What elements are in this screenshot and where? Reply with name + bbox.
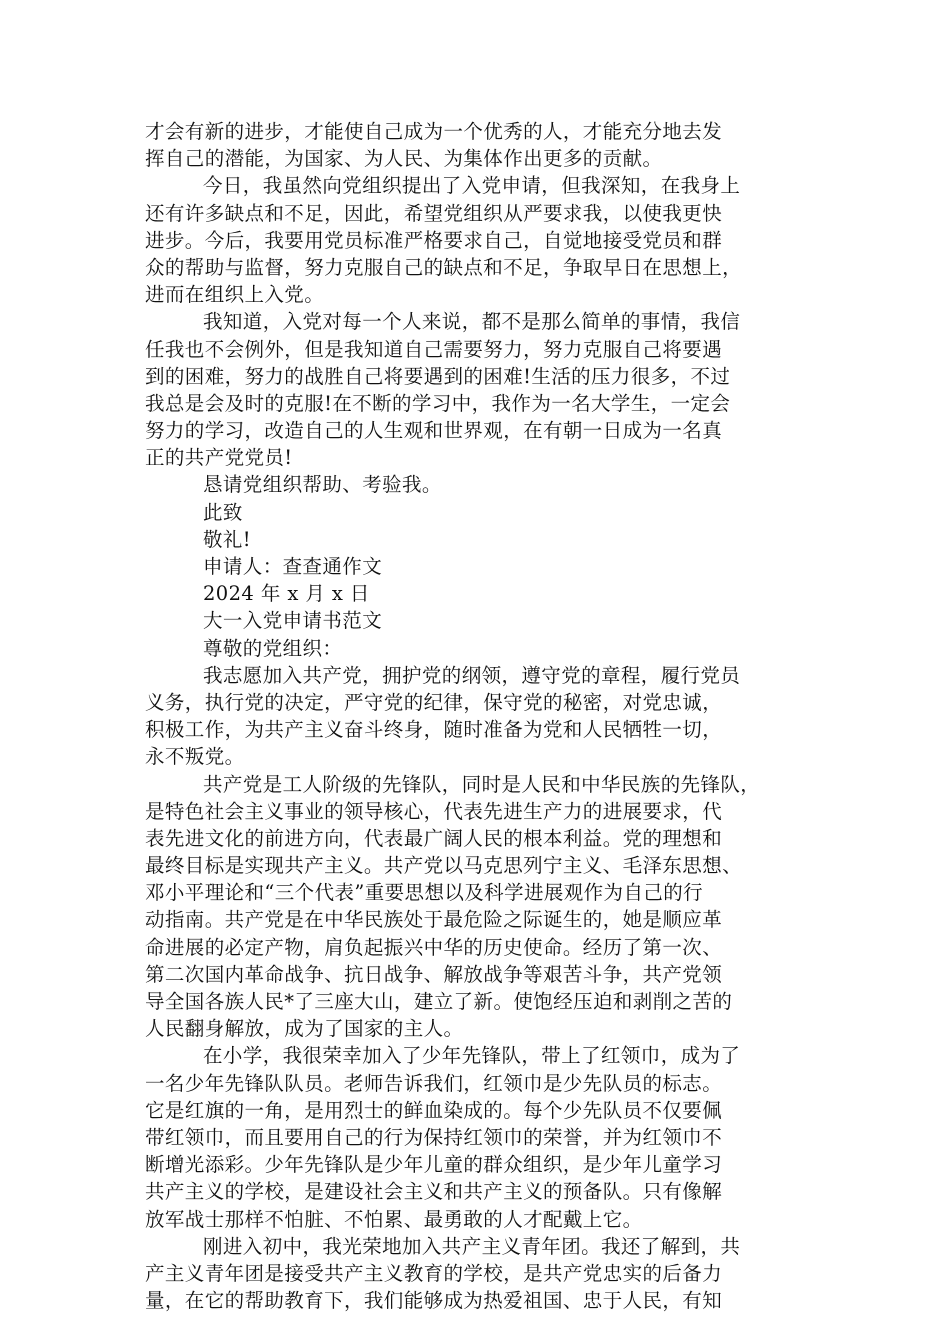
text-line: 众的帮助与监督，努力克服自己的缺点和不足，争取早日在思想上， [145,255,743,279]
text-line: 永不叛党。 [145,745,245,769]
text-line: 到的困难，努力的战胜自己将要遇到的困难!生活的压力很多，不过 [145,364,731,388]
text-line: 断增光添彩。少年先锋队是少年儿童的群众组织，是少年儿童学习 [145,1153,723,1177]
document-body [145,118,825,1314]
text-line: 邓小平理论和“三个代表”重要思想以及科学进展观作为自己的行 [145,881,704,905]
text-line: 量，在它的帮助教育下，我们能够成为热爱祖国、忠于人民，有知 [145,1289,723,1313]
text-line: 它是红旗的一角，是用烈士的鲜血染成的。每个少先队员不仅要佩 [145,1098,723,1122]
text-line: 此致 [203,500,243,524]
text-line: 进而在组织上入党。 [145,283,325,307]
text-line: 敬礼! [203,527,252,551]
text-line: 还有许多缺点和不足，因此，希望党组织从严要求我，以使我更快 [145,201,723,225]
text-line: 一名少年先锋队队员。老师告诉我们，红领巾是少先队员的标志。 [145,1071,723,1095]
text-line: 我知道，入党对每一个人来说，都不是那么简单的事情，我信 [203,310,741,334]
text-line: 尊敬的党组织： [203,636,343,660]
text-line: 动指南。共产党是在中华民族处于最危险之际诞生的，她是顺应革 [145,908,723,932]
text-line: 命进展的必定产物，肩负起振兴中华的历史使命。经历了第一次、 [145,935,723,959]
text-line: 带红领巾，而且要用自己的行为保持红领巾的荣誉，并为红领巾不 [145,1125,723,1149]
text-line: 大一入党申请书范文 [203,609,383,633]
text-line: 人民翻身解放，成为了国家的主人。 [145,1017,464,1041]
text-line: 第二次国内革命战争、抗日战争、解放战争等艰苦斗争，共产党领 [145,962,723,986]
text-line: 任我也不会例外，但是我知道自己需要努力，努力克服自己将要遇 [145,337,723,361]
text-line: 是特色社会主义事业的领导核心，代表先进生产力的进展要求，代 [145,799,723,823]
text-line: 挥自己的潜能，为国家、为人民、为集体作出更多的贡献。 [145,147,663,171]
text-line: 共产党是工人阶级的先锋队，同时是人民和中华民族的先锋队， [203,772,761,796]
text-line: 最终目标是实现共产主义。共产党以马克思列宁主义、毛泽东思想、 [145,854,743,878]
text-line: 进步。今后，我要用党员标准严格要求自己，自觉地接受党员和群 [145,228,723,252]
text-line: 我志愿加入共产党，拥护党的纲领，遵守党的章程，履行党员 [203,663,741,687]
text-line: 今日，我虽然向党组织提出了入党申请，但我深知，在我身上 [203,174,741,198]
text-line: 产主义青年团是接受共产主义教育的学校，是共产党忠实的后备力 [145,1261,723,1285]
text-line: 我总是会及时的克服!在不断的学习中，我作为一名大学生，一定会 [145,391,731,415]
text-line: 共产主义的学校，是建设社会主义和共产主义的预备队。只有像解 [145,1180,723,1204]
text-line: 义务，执行党的决定，严守党的纪律，保守党的秘密，对党忠诚， [145,690,723,714]
text-line: 恳请党组织帮助、考验我。 [203,473,442,497]
text-line: 表先进文化的前进方向，代表最广阔人民的根本利益。党的理想和 [145,826,723,850]
text-line: 正的共产党党员! [145,446,293,470]
text-line: 2024 年 x 月 x 日 [203,582,370,606]
text-line: 刚进入初中，我光荣地加入共产主义青年团。我还了解到，共 [203,1234,741,1258]
text-line: 努力的学习，改造自己的人生观和世界观，在有朝一日成为一名真 [145,419,723,443]
text-line: 才会有新的进步，才能使自己成为一个优秀的人，才能充分地去发 [145,120,723,143]
text-line: 放军战士那样不怕脏、不怕累、最勇敢的人才配戴上它。 [145,1207,643,1231]
text-line: 导全国各族人民*了三座大山，建立了新。使饱经压迫和剥削之苦的 [145,990,733,1013]
text-line: 积极工作，为共产主义奋斗终身，随时准备为党和人民牺牲一切， [145,718,723,742]
text-line: 申请人：查查通作文 [203,555,383,578]
text-line: 在小学，我很荣幸加入了少年先锋队，带上了红领巾，成为了 [203,1044,741,1068]
